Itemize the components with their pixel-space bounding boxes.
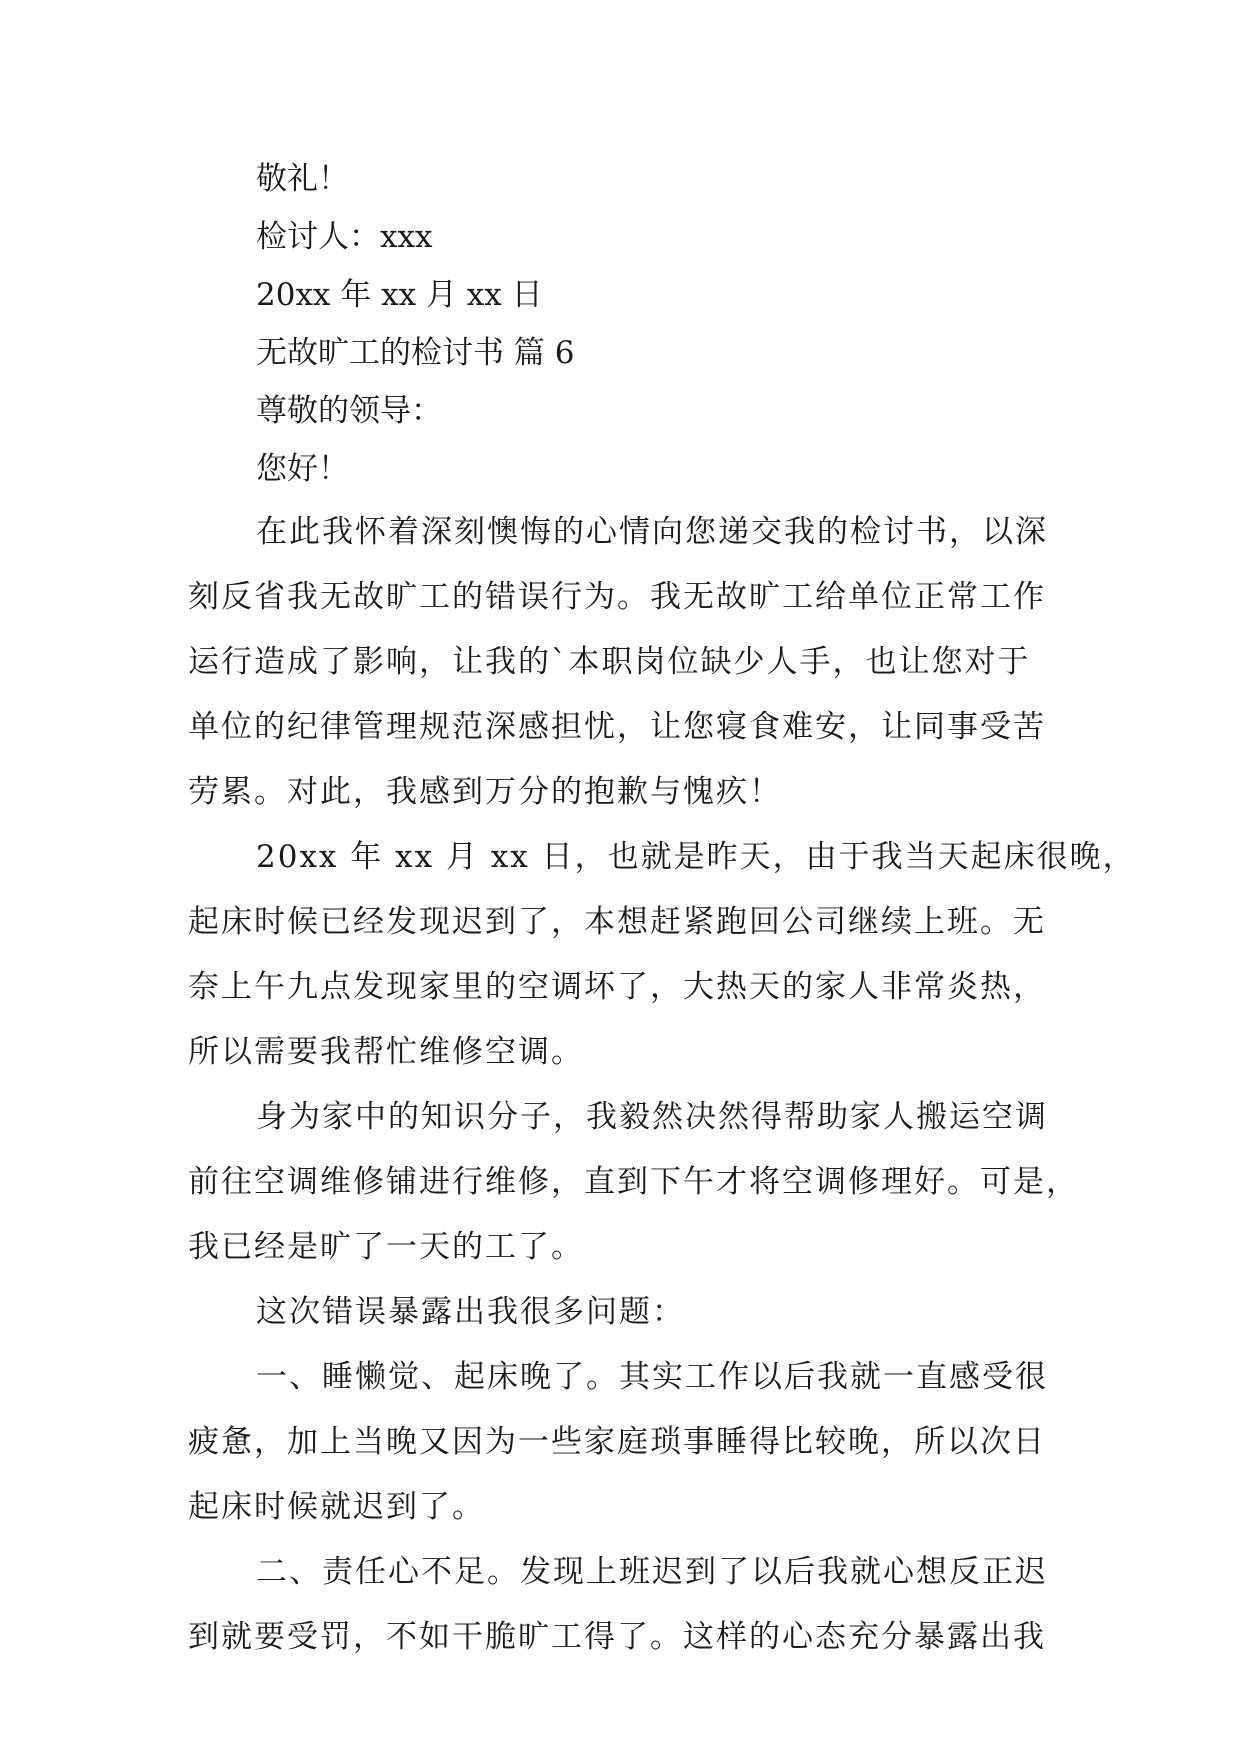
paragraph-line: 奈上午九点发现家里的空调坏了，大热天的家人非常炎热， [188,969,1046,1005]
salutation-line: 尊敬的领导： [256,393,442,429]
closing-line: 敬礼！ [256,161,349,197]
body-paragraph [188,1345,1058,1540]
paragraph-line: 在此我怀着深刻懊悔的心情向您递交我的检讨书，以深 [256,514,1048,550]
paragraph-line: 所以需要我帮忙维修空调。 [188,1034,584,1070]
body-paragraph [188,825,1136,1085]
paragraph-line: 单位的纪律管理规范深感担忧，让您寝食难安，让同事受苦 [188,709,1046,745]
section-title: 无故旷工的检讨书 篇 6 [256,335,575,371]
body-paragraph [188,500,1058,825]
paragraph-line: 我已经是旷了一天的工了。 [188,1229,584,1265]
body-paragraph [188,1085,1079,1280]
paragraph-line: 一、睡懒觉、起床晚了。其实工作以后我就一直感受很 [256,1359,1048,1395]
paragraph-line: 劳累。对此，我感到万分的抱歉与愧疚！ [188,774,782,810]
paragraph-line: 疲惫，加上当晚又因为一些家庭琐事睡得比较晚，所以次日 [188,1424,1046,1460]
paragraph-line: 刻反省我无故旷工的错误行为。我无故旷工给单位正常工作 [188,579,1046,615]
paragraph-line: 运行造成了影响，让我的`本职岗位缺少人手，也让您对于 [188,644,1031,680]
paragraph-line: 前往空调维修铺进行维修，直到下午才将空调修理好。可是， [188,1164,1079,1200]
paragraph-line: 到就要受罚，不如干脆旷工得了。这样的心态充分暴露出我 [188,1619,1046,1655]
body-paragraphs [188,500,1136,1670]
body-paragraph [188,1280,1058,1345]
document-page [188,150,1136,1670]
paragraph-line: 起床时候就迟到了。 [188,1489,485,1525]
body-paragraph [188,1540,1058,1670]
paragraph-line: 起床时候已经发现迟到了，本想赶紧跑回公司继续上班。无 [188,904,1046,940]
paragraph-line: 20xx 年 xx 月 xx 日，也就是昨天，由于我当天起床很晚， [256,839,1136,875]
paragraph-line: 身为家中的知识分子，我毅然决然得帮助家人搬运空调 [256,1099,1048,1135]
date-line: 20xx 年 xx 月 xx 日 [256,277,543,313]
paragraph-line: 这次错误暴露出我很多问题： [256,1294,685,1330]
greeting-line: 您好！ [256,451,349,487]
signer-line: 检讨人：xxx [256,219,433,255]
paragraph-line: 二、责任心不足。发现上班迟到了以后我就心想反正迟 [256,1554,1048,1590]
